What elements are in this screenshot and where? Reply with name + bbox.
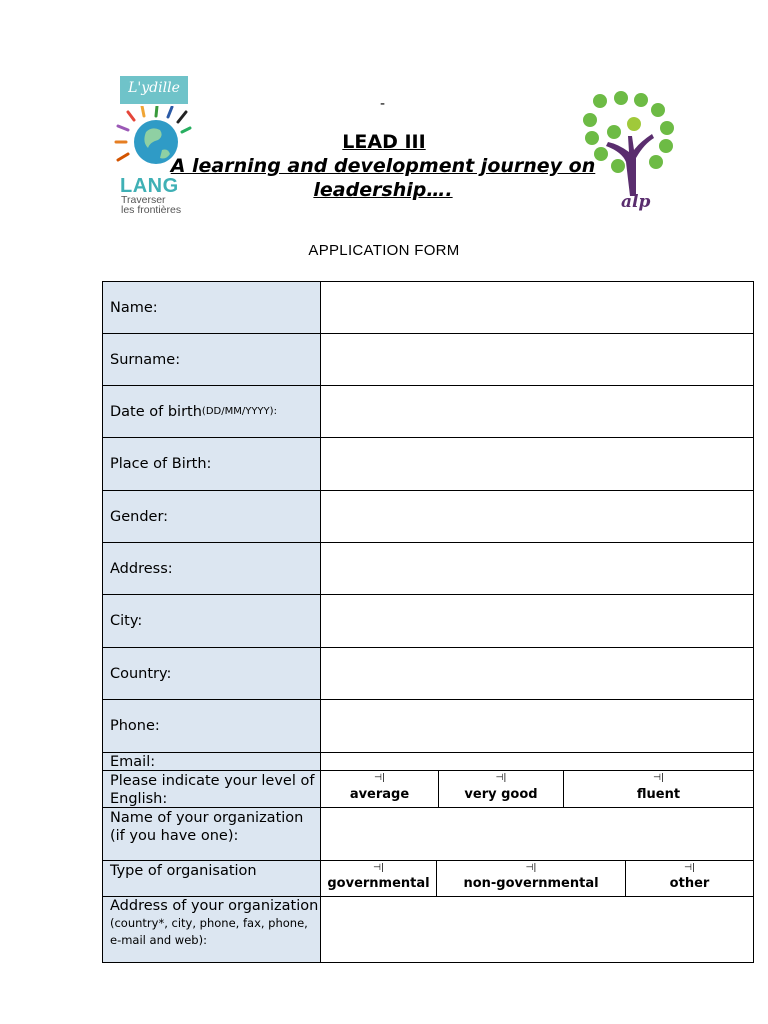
option-label: fluent (636, 787, 681, 802)
checkbox-icon[interactable]: ⊣| (653, 773, 664, 783)
application-form-table (102, 281, 754, 963)
city-field[interactable] (321, 595, 754, 648)
city-label: City: (102, 595, 321, 648)
pob-label: Place of Birth: (102, 438, 321, 491)
email-field[interactable] (321, 753, 754, 771)
city-row (102, 595, 754, 648)
english-level-label: Please indicate your level of English: (102, 771, 321, 808)
org-address-field[interactable] (321, 897, 754, 963)
gender-row (102, 491, 754, 543)
english-average-option[interactable] (321, 771, 439, 808)
page-title: LEAD III (342, 131, 426, 153)
org-type-non-governmental-option[interactable] (437, 861, 626, 897)
dob-field[interactable] (321, 386, 754, 438)
address-field[interactable] (321, 543, 754, 595)
checkbox-icon[interactable]: ⊣| (525, 863, 537, 873)
logo-tagline-2: les frontières (121, 204, 182, 216)
org-address-row (102, 897, 754, 963)
dob-format-hint: (DD/MM/YYYY) (201, 405, 274, 417)
address-row (102, 543, 754, 595)
name-label: Name: (102, 281, 321, 334)
checkbox-icon[interactable]: ⊣| (684, 863, 695, 873)
country-label: Country: (102, 648, 321, 700)
surname-label: Surname: (102, 334, 321, 386)
pob-field[interactable] (321, 438, 754, 491)
org-type-other-option[interactable] (626, 861, 754, 897)
logo-brand: LANG (120, 175, 179, 197)
dob-label-text: Date of birth (110, 403, 202, 420)
option-label: governmental (327, 876, 430, 891)
english-very-good-option[interactable] (439, 771, 564, 808)
option-label: non-governmental (463, 876, 599, 891)
gender-label: Gender: (102, 491, 321, 543)
org-type-row (102, 861, 754, 897)
name-row (102, 281, 754, 334)
header-dash: - (380, 96, 386, 112)
phone-field[interactable] (321, 700, 754, 753)
page-subtitle: A learning and development journey on leadership…. (170, 155, 596, 201)
surname-row (102, 334, 754, 386)
checkbox-icon[interactable]: ⊣| (495, 773, 507, 783)
dob-row (102, 386, 754, 438)
surname-field[interactable] (321, 334, 754, 386)
org-type-governmental-option[interactable] (321, 861, 437, 897)
country-row (102, 648, 754, 700)
address-label: Address: (102, 543, 321, 595)
logo-top-text: L'ydille (128, 80, 180, 96)
phone-row (102, 700, 754, 753)
english-level-row (102, 771, 754, 808)
form-heading: APPLICATION FORM (308, 242, 460, 259)
logo-tagline-1: Traverser (121, 194, 166, 206)
option-label: other (669, 876, 710, 891)
email-label: Email: (102, 753, 321, 771)
phone-label: Phone: (102, 700, 321, 753)
email-row (102, 753, 754, 771)
org-name-label: Name of your organization (if you have one): (102, 808, 321, 861)
checkbox-icon[interactable]: ⊣| (374, 773, 385, 783)
org-name-field[interactable] (321, 808, 754, 861)
english-fluent-option[interactable] (564, 771, 754, 808)
org-address-hint: (country*, city, phone, fax, phone, e-mail and web): (110, 916, 308, 947)
org-type-label: Type of organisation (102, 861, 321, 897)
name-field[interactable] (321, 281, 754, 334)
dob-colon: : (273, 405, 277, 417)
option-label: average (349, 787, 410, 802)
org-name-row (102, 808, 754, 861)
dob-label (102, 386, 321, 438)
country-field[interactable] (321, 648, 754, 700)
option-label: very good (464, 787, 538, 802)
checkbox-icon[interactable]: ⊣| (373, 863, 384, 873)
alp-brand: alp (621, 192, 651, 212)
org-address-label-text: Address of your organization (110, 898, 319, 914)
pob-row (102, 438, 754, 491)
gender-field[interactable] (321, 491, 754, 543)
org-address-label (102, 897, 321, 963)
